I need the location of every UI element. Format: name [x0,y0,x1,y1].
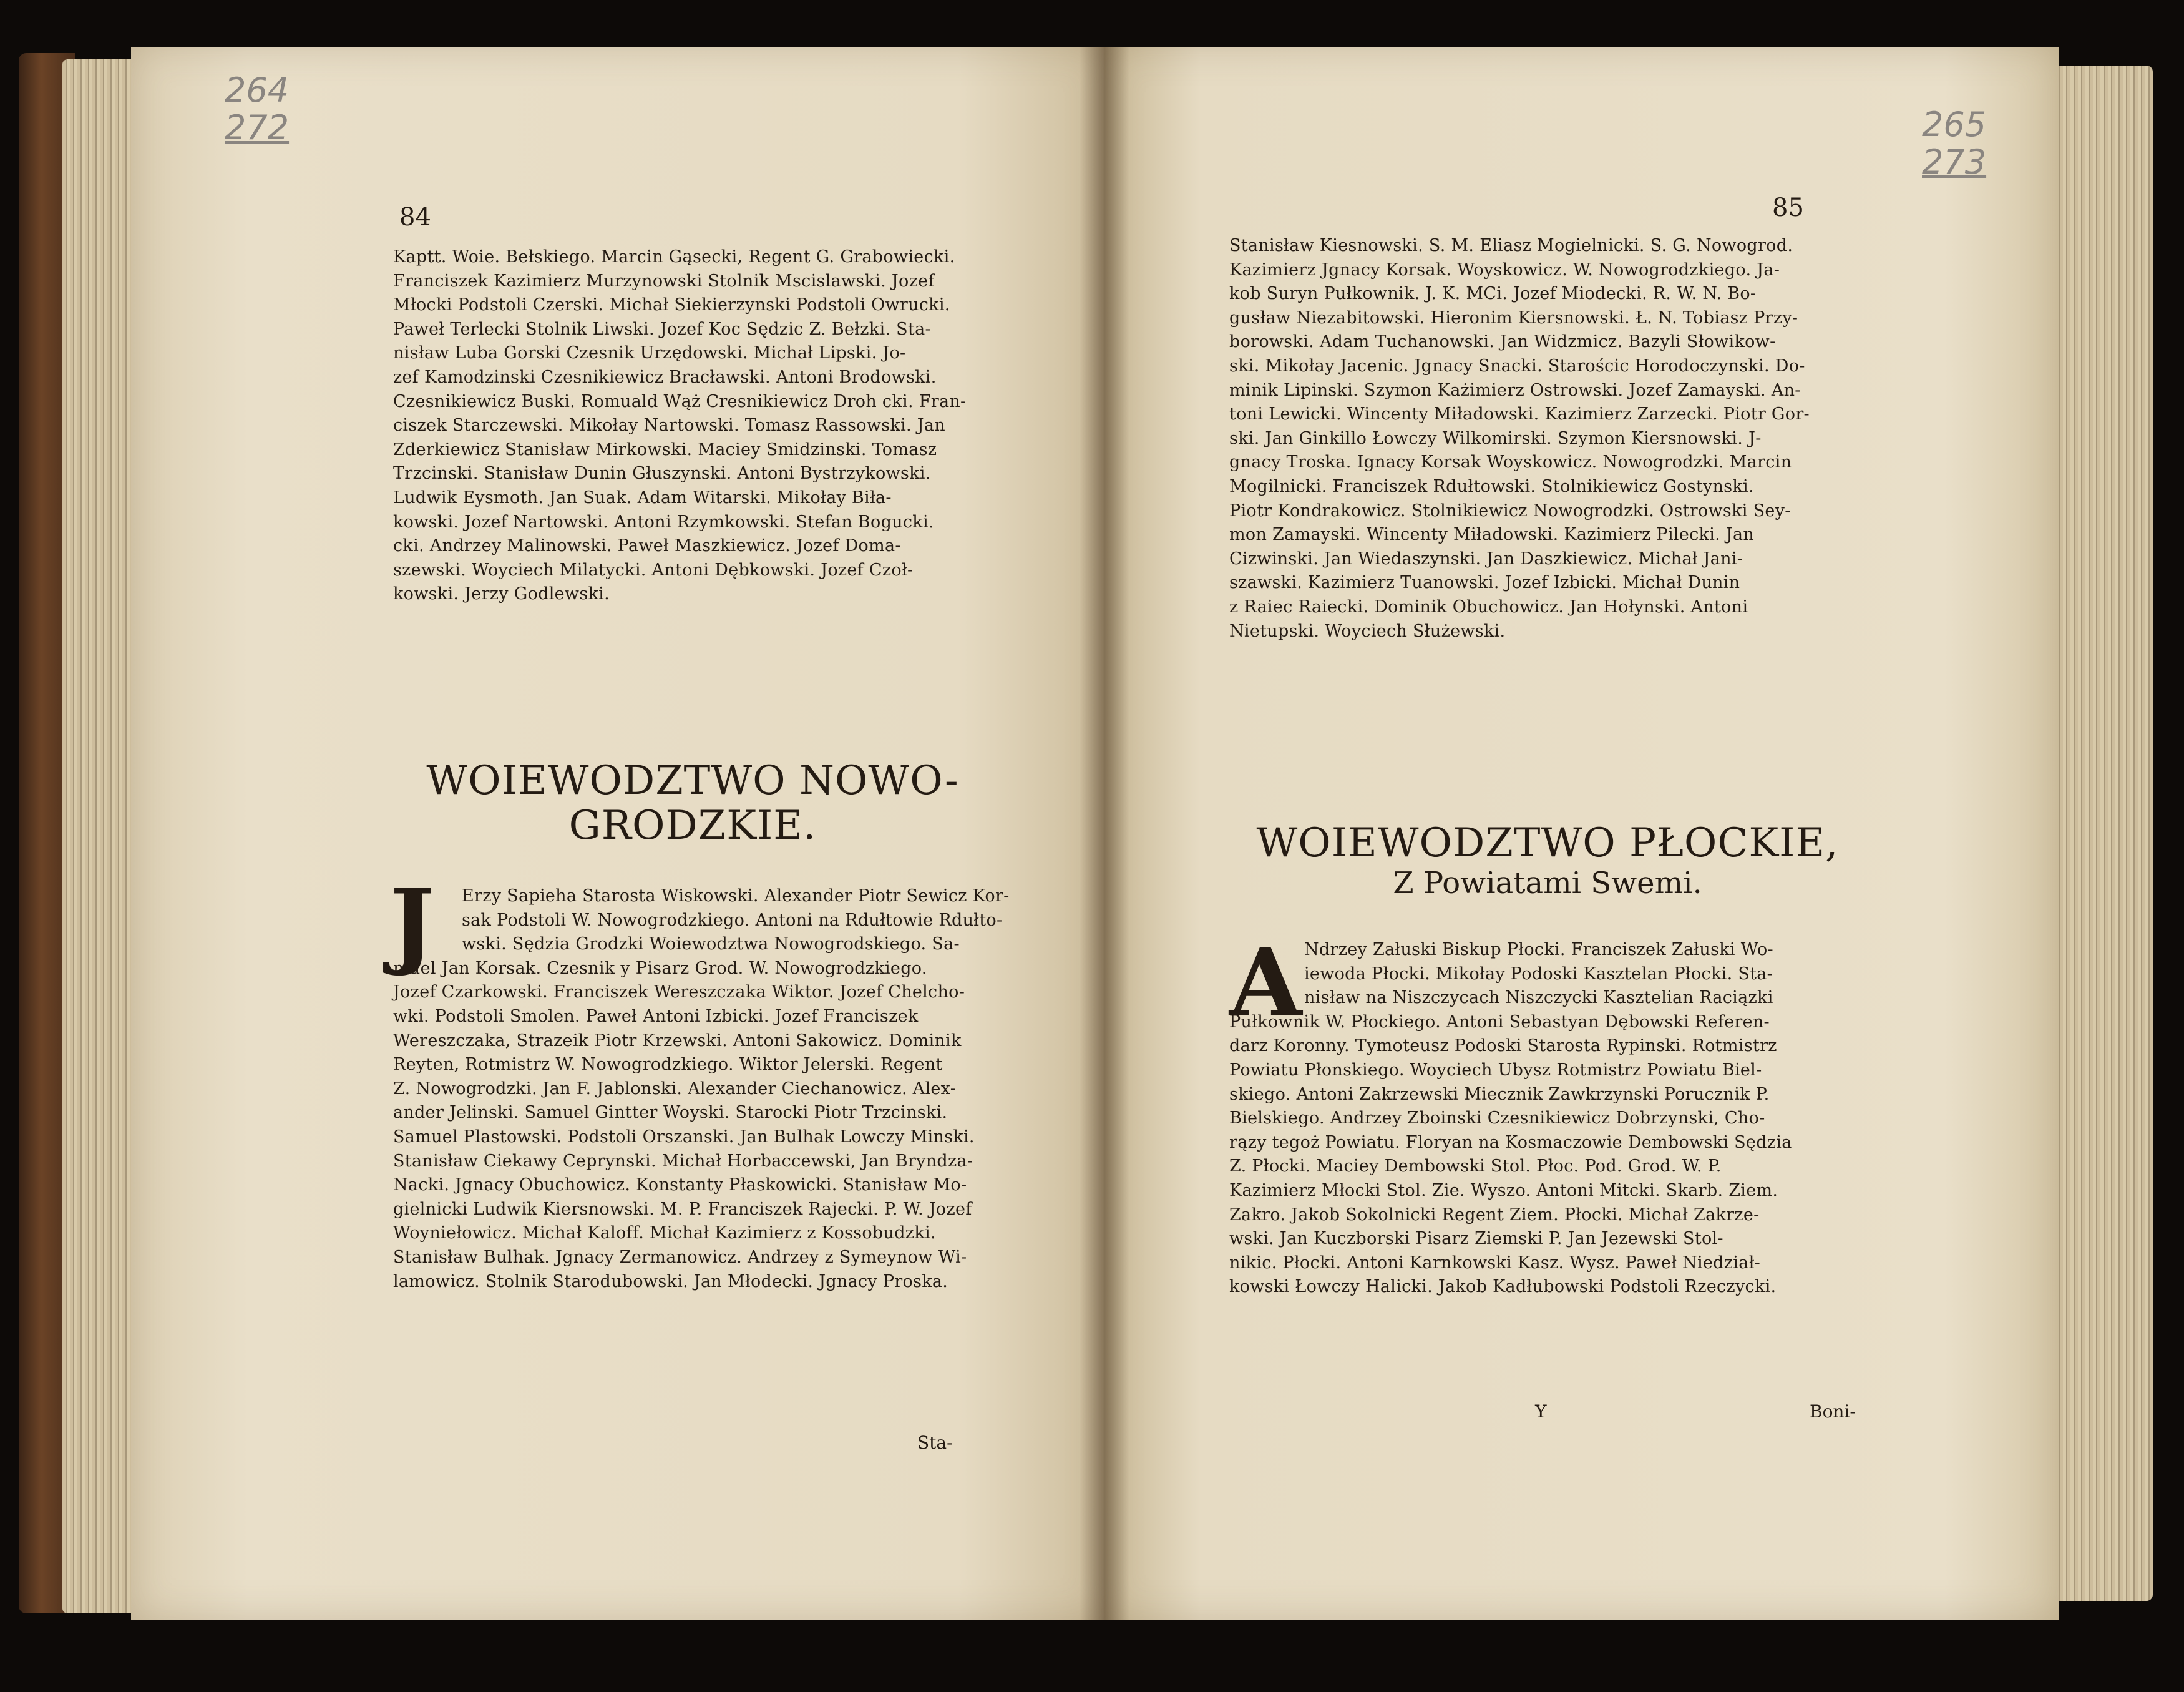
text-line: Bielskiego. Andrzey Zboinski Czesnikiewicz Dobrzynski, Cho- [1229,1108,1765,1128]
text-line: Z. Płocki. Maciey Dembowski Stol. Płoc. Pod. Grod. W. P. [1229,1157,1722,1176]
text-line: Kazimierz Młocki Stol. Zie. Wyszo. Antoni Mitcki. Skarb. Ziem. [1229,1180,1778,1200]
text-line: iewoda Płocki. Mikołay Podoski Kasztelan Płocki. Sta- [1304,964,1773,984]
right-pencil-number-1: 265 [1922,105,1987,144]
text-line: borowski. Adam Tuchanowski. Jan Widzmicz. Bazyli Słowikow- [1229,332,1776,352]
section-heading-plockie [1229,821,1866,901]
text-line: mon Zamayski. Wincenty Miładowski. Kazimierz Pilecki. Jan [1229,525,1755,545]
text-line: Woyniełowicz. Michał Kaloff. Michał Kazimierz z Kossobudzki. [393,1223,936,1243]
text-line: kowski Łowczy Halicki. Jakob Kadłubowski Podstoli Rzeczycki. [1229,1277,1777,1297]
text-line: gusław Niezabitowski. Hieronim Kiersnowski. Ł. N. Tobiasz Przy- [1229,308,1798,328]
text-line: Czesnikiewicz Buski. Romuald Wąż Cresnikiewicz Droh cki. Fran- [393,391,967,411]
heading-line: WOIEWODZTWO PŁOCKIE, [1256,820,1839,866]
text-line: ski. Mikołay Jacenic. Jgnacy Snacki. Starościc Horodoczynski. Do- [1229,356,1805,376]
text-line: darz Koronny. Tymoteusz Podoski Starosta Rypinski. Rotmistrz [1229,1036,1777,1056]
text-line: toni Lewicki. Wincenty Miładowski. Kazimierz Zarzecki. Piotr Gor- [1229,404,1810,424]
right-page [1104,47,2059,1620]
text-line: skiego. Antoni Zakrzewski Miecznik Zawkrzynski Porucznik P. [1229,1084,1770,1104]
heading-line: GRODZKIE. [568,803,817,849]
text-line: Z. Nowogrodzki. Jan F. Jablonski. Alexander Ciechanowicz. Alex- [393,1078,957,1098]
text-line: z Raiec Raiecki. Dominik Obuchowicz. Jan Hołynski. Antoni [1229,597,1748,617]
drop-cap: A [1229,928,1302,1038]
text-line: szawski. Kazimierz Tuanowski. Jozef Izbicki. Michał Dunin [1229,573,1740,593]
text-line: Pułkownik W. Płockiego. Antoni Sebastyan Dębowski Referen- [1229,1012,1770,1032]
left-page-number: 84 [399,203,431,232]
text-line: Erzy Sapieha Starosta Wiskowski. Alexander Piotr Sewicz Kor- [462,886,1010,906]
text-line: Reyten, Rotmistrz W. Nowogrodzkiego. Wiktor Jelerski. Regent [393,1055,943,1075]
drop-cap: J [390,869,434,979]
section-heading-nowogrodzkie [356,758,1030,848]
text-line: zef Kamodzinski Czesnikiewicz Bracławski. Antoni Brodowski. [393,367,937,387]
text-line: Stanisław Bulhak. Jgnacy Zermanowicz. Andrzey z Symeynow Wi- [393,1247,967,1267]
text-line: Mogilnicki. Franciszek Rdułtowski. Stolnikiewicz Gostynski. [1229,476,1754,496]
left-pencil-number-1: 264 [225,71,290,110]
left-catchword: Sta- [917,1432,953,1453]
left-page [131,47,1104,1620]
text-line: gnacy Troska. Ignacy Korsak Woyskowicz. Nowogrodzki. Marcin [1229,452,1792,472]
text-line: minik Lipinski. Szymon Każimierz Ostrowski. Jozef Zamayski. An- [1229,380,1801,400]
book-gutter [1080,47,1129,1620]
left-pencil-folio [225,72,289,147]
text-line: rązy tegoż Powiatu. Floryan na Kosmaczowie Dembowski Sędzia [1229,1132,1792,1152]
text-line: Ludwik Eysmoth. Jan Suak. Adam Witarski. Mikołay Biła- [393,487,892,507]
text-line: Kaptt. Woie. Bełskiego. Marcin Gąsecki, Regent G. Grabowiecki. [393,247,955,267]
text-line: Ndrzey Załuski Biskup Płocki. Franciszek Załuski Wo- [1304,940,1773,959]
text-line: wski. Jan Kuczborski Pisarz Ziemski P. Jan Jezewski Stol- [1229,1229,1723,1249]
right-pencil-folio [1922,106,1986,181]
text-line: Młocki Podstoli Czerski. Michał Siekierzynski Podstoli Owrucki. [393,295,950,315]
left-top-text [393,245,966,607]
right-pencil-number-2: 273 [1922,142,1987,182]
text-line: Zakro. Jakob Sokolnicki Regent Ziem. Płocki. Michał Zakrze- [1229,1205,1760,1225]
text-line: Paweł Terlecki Stolnik Liwski. Jozef Koc Sędzic Z. Bełzki. Sta- [393,319,931,339]
left-section-text [393,884,1010,1294]
text-line: Zderkiewicz Stanisław Mirkowski. Maciey Smidzinski. Tomasz [393,439,937,459]
right-catchword: Boni- [1810,1401,1856,1422]
signature-mark: Y [1535,1401,1547,1422]
right-section-text [1229,928,1792,1299]
text-line: Franciszek Kazimierz Murzynowski Stolnik Mscislawski. Jozef [393,271,935,291]
right-top-text [1229,234,1810,643]
text-line: Kazimierz Jgnacy Korsak. Woyskowicz. W. Nowogrodzkiego. Ja- [1229,260,1780,280]
text-line: Wereszczaka, Strazeik Piotr Krzewski. Antoni Sakowicz. Dominik [393,1030,962,1050]
text-line: Powiatu Płonskiego. Woyciech Ubysz Rotmistrz Powiatu Biel- [1229,1060,1762,1080]
text-line: Jozef Czarkowski. Franciszek Wereszczaka Wiktor. Jozef Chelcho- [393,982,965,1002]
text-line: Stanisław Ciekawy Ceprynski. Michał Horbaccewski, Jan Bryndza- [393,1151,973,1171]
text-line: wki. Podstoli Smolen. Paweł Antoni Izbicki. Jozef Franciszek [393,1006,919,1026]
text-line: nikic. Płocki. Antoni Karnkowski Kasz. Wysz. Paweł Niedział- [1229,1253,1761,1273]
text-line: Trzcinski. Stanisław Dunin Głuszynski. Antoni Bystrzykowski. [393,464,931,484]
open-book [19,34,2165,1657]
text-line: kob Suryn Pułkownik. J. K. MCi. Jozef Miodecki. R. W. N. Bo- [1229,284,1757,304]
text-line: ciszek Starczewski. Mikołay Nartowski. Tomasz Rassowski. Jan [393,416,945,436]
text-line: wski. Sędzia Grodzki Woiewodztwa Nowogrodskiego. Sa- [462,934,960,954]
text-line: Piotr Kondrakowicz. Stolnikiewicz Nowogrodzki. Ostrowski Sey- [1229,501,1791,521]
subheading-line: Z Powiatami Swemi. [1393,866,1702,901]
text-line: szewski. Woyciech Milatycki. Antoni Dębkowski. Jozef Czoł- [393,560,914,580]
heading-line: WOIEWODZTWO NOWO- [426,758,959,804]
text-line: Cizwinski. Jan Wiedaszynski. Jan Daszkiewicz. Michał Jani- [1229,549,1743,569]
left-pencil-number-2: 272 [225,108,290,147]
text-line: gielnicki Ludwik Kiersnowski. M. P. Franciszek Rajecki. P. W. Jozef [393,1199,972,1219]
text-line: lamowicz. Stolnik Starodubowski. Jan Młodecki. Jgnacy Proska. [393,1271,948,1291]
text-line: Samuel Plastowski. Podstoli Orszanski. Jan Bulhak Lowczy Minski. [393,1127,975,1147]
text-line: Nacki. Jgnacy Obuchowicz. Konstanty Płaskowicki. Stanisław Mo- [393,1175,967,1195]
text-line: ander Jelinski. Samuel Gintter Woyski. Starocki Piotr Trzcinski. [393,1103,948,1123]
text-line: Stanisław Kiesnowski. S. M. Eliasz Mogielnicki. S. G. Nowogrod. [1229,236,1793,255]
text-line: nisław na Niszczycach Niszczycki Kasztelian Raciązki [1304,988,1773,1008]
text-line: Nietupski. Woyciech Służewski. [1229,621,1506,641]
right-page-number: 85 [1772,193,1804,222]
text-line: nisław Luba Gorski Czesnik Urzędowski. Michał Lipski. Jo- [393,343,906,363]
text-line: ski. Jan Ginkillo Łowczy Wilkomirski. Szymon Kiersnowski. J- [1229,428,1762,448]
text-line: sak Podstoli W. Nowogrodzkiego. Antoni na Rdułtowie Rdułto- [462,910,1003,930]
text-line: kowski. Jozef Nartowski. Antoni Rzymkowski. Stefan Bogucki. [393,512,934,532]
text-line: kowski. Jerzy Godlewski. [393,584,610,604]
text-line: cki. Andrzey Malinowski. Paweł Maszkiewicz. Jozef Doma- [393,536,901,556]
text-line: muel Jan Korsak. Czesnik y Pisarz Grod. W. Nowogrodzkiego. [393,958,927,978]
